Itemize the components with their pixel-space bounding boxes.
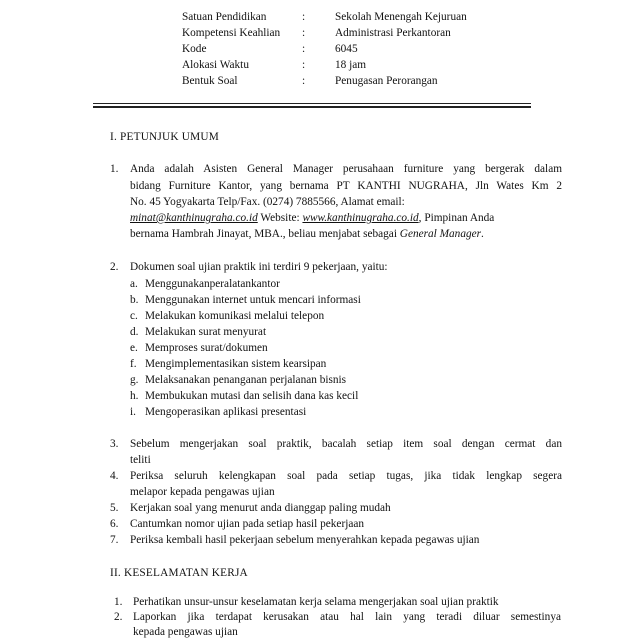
meta-label: Bentuk Soal — [182, 75, 238, 87]
meta-label: Satuan Pendidikan — [182, 11, 267, 23]
meta-label: Alokasi Waktu — [182, 59, 249, 71]
meta-separator: : — [302, 43, 306, 55]
header-divider-thick — [93, 106, 531, 108]
list-number: 4. — [110, 470, 119, 482]
meta-separator: : — [302, 27, 306, 39]
sub-list-letter: f. — [130, 358, 137, 370]
sub-list-letter: a. — [130, 278, 138, 290]
meta-value: Administrasi Perkantoran — [335, 27, 451, 39]
meta-value: Sekolah Menengah Kejuruan — [335, 11, 467, 23]
sub-list-item: Mengimplementasikan sistem kearsipan — [145, 358, 327, 370]
paragraph-line: melapor kepada pengawas ujian — [130, 486, 275, 498]
paragraph-text: bernama Hambrah Jinayat, MBA., beliau menjabat sebagai — [130, 228, 400, 240]
paragraph-line: No. 45 Yogyakarta Telp/Fax. (0274) 7885566, Alamat email: — [130, 196, 405, 208]
email-link[interactable]: minat@kanthinugraha.co.id — [130, 212, 258, 224]
sub-list-letter: g. — [130, 374, 139, 386]
header-divider-thin — [93, 103, 531, 104]
paragraph-line: Sebelum mengerjakan soal praktik, bacalah setiap item soal dengan cermat dan — [130, 438, 562, 450]
meta-value: Penugasan Perorangan — [335, 75, 438, 87]
sub-list-item: Melakukan surat menyurat — [145, 326, 267, 338]
meta-label: Kode — [182, 43, 207, 55]
meta-value: 18 jam — [335, 59, 367, 71]
sub-list-item: Menggunakanperalatankantor — [145, 278, 280, 290]
paragraph-line: Periksa kembali hasil pekerjaan sebelum menyerahkan kepada pegawas ujian — [130, 534, 480, 546]
paragraph-line: Anda adalah Asisten General Manager perusahaan furniture yang bergerak dalam — [130, 163, 562, 175]
sub-list-item: Menggunakan internet untuk mencari informasi — [145, 294, 361, 306]
paragraph-line: kepada pengawas ujian — [133, 626, 238, 638]
meta-separator: : — [302, 59, 306, 71]
paragraph-line: Dokumen soal ujian praktik ini terdiri 9 pekerjaan, yaitu: — [130, 261, 388, 273]
sub-list-item: Memproses surat/dokumen — [145, 342, 268, 354]
website-label: Website: — [257, 212, 303, 224]
list-number: 6. — [110, 518, 119, 530]
sub-list-letter: h. — [130, 390, 139, 402]
list-number: 7. — [110, 534, 119, 546]
sub-list-item: Mengoperasikan aplikasi presentasi — [145, 406, 307, 418]
list-number: 2. — [114, 611, 123, 623]
paragraph-line: Perhatikan unsur-unsur keselamatan kerja selama mengerjakan soal ujian praktik — [133, 596, 499, 608]
sub-list-letter: b. — [130, 294, 139, 306]
sub-list-item: Melakukan komunikasi melalui telepon — [145, 310, 325, 322]
paragraph-line: Laporkan jika terdapat kerusakan atau hal lain yang teradi diluar semestinya — [133, 611, 561, 623]
list-number: 2. — [110, 261, 119, 273]
sub-list-letter: e. — [130, 342, 138, 354]
list-number: 1. — [114, 596, 123, 608]
paragraph-text: , Pimpinan Anda — [418, 212, 495, 224]
meta-value: 6045 — [335, 43, 358, 55]
paragraph-line — [130, 228, 484, 240]
section-heading-keselamatan-kerja: II. KESELAMATAN KERJA — [110, 567, 248, 579]
paragraph-line: Kerjakan soal yang menurut anda dianggap paling mudah — [130, 502, 391, 514]
list-number: 1. — [110, 163, 119, 175]
website-link[interactable]: www.kanthinugraha.co.id — [302, 212, 419, 224]
paragraph-line: teliti — [130, 454, 151, 466]
sub-list-letter: i. — [130, 406, 136, 418]
paragraph-line: Cantumkan nomor ujian pada setiap hasil pekerjaan — [130, 518, 365, 530]
paragraph-line — [130, 212, 494, 224]
meta-separator: : — [302, 75, 306, 87]
sub-list-item: Membukukan mutasi dan selisih dana kas kecil — [145, 390, 359, 402]
list-number: 3. — [110, 438, 119, 450]
role-text: General Manager — [399, 228, 482, 240]
meta-separator: : — [302, 11, 306, 23]
section-heading-petunjuk-umum: I. PETUNJUK UMUM — [110, 131, 219, 143]
paragraph-line: Periksa seluruh kelengkapan soal pada setiap tugas, jika tidak lengkap segera — [130, 470, 562, 482]
paragraph-line: bidang Furniture Kantor, yang bernama PT KANTHI NUGRAHA, Jln Wates Km 2 — [130, 180, 562, 192]
list-number: 5. — [110, 502, 119, 514]
paragraph-text: . — [481, 228, 484, 240]
sub-list-letter: d. — [130, 326, 139, 338]
sub-list-letter: c. — [130, 310, 138, 322]
sub-list-item: Melaksanakan penanganan perjalanan bisnis — [145, 374, 347, 386]
meta-label: Kompetensi Keahlian — [182, 27, 281, 39]
